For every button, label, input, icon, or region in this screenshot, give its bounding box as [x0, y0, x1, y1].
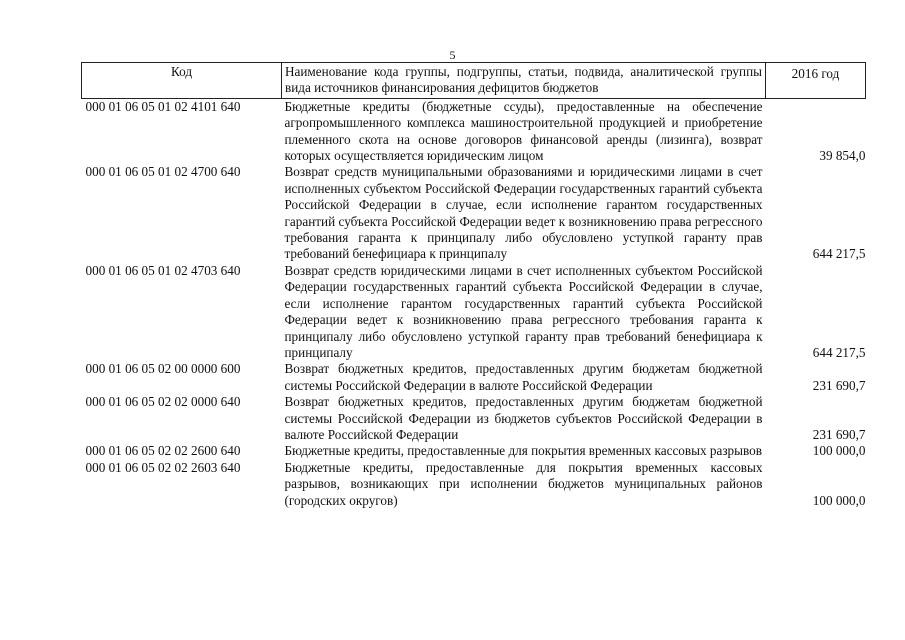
table-row [82, 443, 866, 459]
table-row [82, 460, 866, 509]
row-value: 39 854,0 [819, 148, 866, 164]
row-value: 231 690,7 [812, 426, 866, 442]
table-row [82, 394, 866, 443]
row-code: 000 01 06 05 02 02 2600 640 [85, 443, 241, 459]
row-code: 000 01 06 05 02 00 0000 600 [85, 361, 241, 377]
row-name: Возврат средств муниципальными образованиями и юридическими лицами в счет исполненных субъектом Российской Федерации государственных гарантий субъекта Российской Федерации в случае, если исполнение гарантом государственных гарантий субъекта Российской Федерации ведет к возникновению права регрессного требования гаранта к принципалу либо обусловлено уступкой гаранту прав требований бенефициара к принципалу [284, 164, 763, 262]
row-code: 000 01 06 05 02 02 0000 640 [85, 394, 241, 410]
row-name: Возврат бюджетных кредитов, предоставленных другим бюджетам бюджетной системы Российской Федерации в валюте Российской Федерации [284, 361, 763, 393]
row-value: 100 000,0 [812, 443, 866, 459]
row-value: 644 217,5 [812, 344, 866, 360]
table-row [82, 164, 866, 262]
row-value: 231 690,7 [812, 377, 866, 393]
row-name: Бюджетные кредиты, предоставленные для покрытия временных кассовых разрывов [284, 443, 762, 459]
header-code: Код [82, 63, 282, 99]
row-name: Бюджетные кредиты (бюджетные ссуды), предоставленные на обеспечение агропромышленного комплекса машиностроительной продукцией и приобретение племенного скота на основе договоров финансовой аренды (лизинга), возврат которых осуществляется юридическим лицом [284, 98, 763, 164]
table-row [82, 98, 866, 164]
row-value: 644 217,5 [812, 246, 866, 262]
row-value: 100 000,0 [812, 492, 866, 508]
header-year: 2016 год [766, 63, 866, 99]
row-name: Бюджетные кредиты, предоставленные для покрытия временных кассовых разрывов, возникающих при исполнении бюджетов муниципальных районов (городских округов) [284, 459, 763, 508]
row-code: 000 01 06 05 02 02 2603 640 [85, 459, 241, 475]
page-number: 5 [449, 48, 456, 62]
row-code: 000 01 06 05 01 02 4101 640 [85, 98, 241, 114]
row-name: Возврат средств юридическими лицами в счет исполненных субъектом Российской Федерации государственных гарантий субъекта Российской Федерации в случае, если исполнение гарантом государственных гарантий субъекта Российской Федерации ведет к возникновению права регрессного требования гаранта к принципалу либо обусловлено уступкой гаранту прав требований бенефициара к принципалу [284, 262, 763, 360]
budget-sources-table [81, 62, 866, 509]
table-header-row [82, 63, 866, 99]
header-name: Наименование кода группы, подгруппы, статьи, подвида, аналитической группы вида источников финансирования дефицитов бюджетов [282, 63, 766, 99]
table-row [82, 361, 866, 394]
row-name: Возврат бюджетных кредитов, предоставленных другим бюджетам бюджетной системы Российской Федерации из бюджетов субъектов Российской Федерации в валюте Российской Федерации [284, 394, 763, 442]
row-code: 000 01 06 05 01 02 4703 640 [85, 262, 241, 278]
row-code: 000 01 06 05 01 02 4700 640 [85, 164, 241, 180]
table-row [82, 263, 866, 361]
